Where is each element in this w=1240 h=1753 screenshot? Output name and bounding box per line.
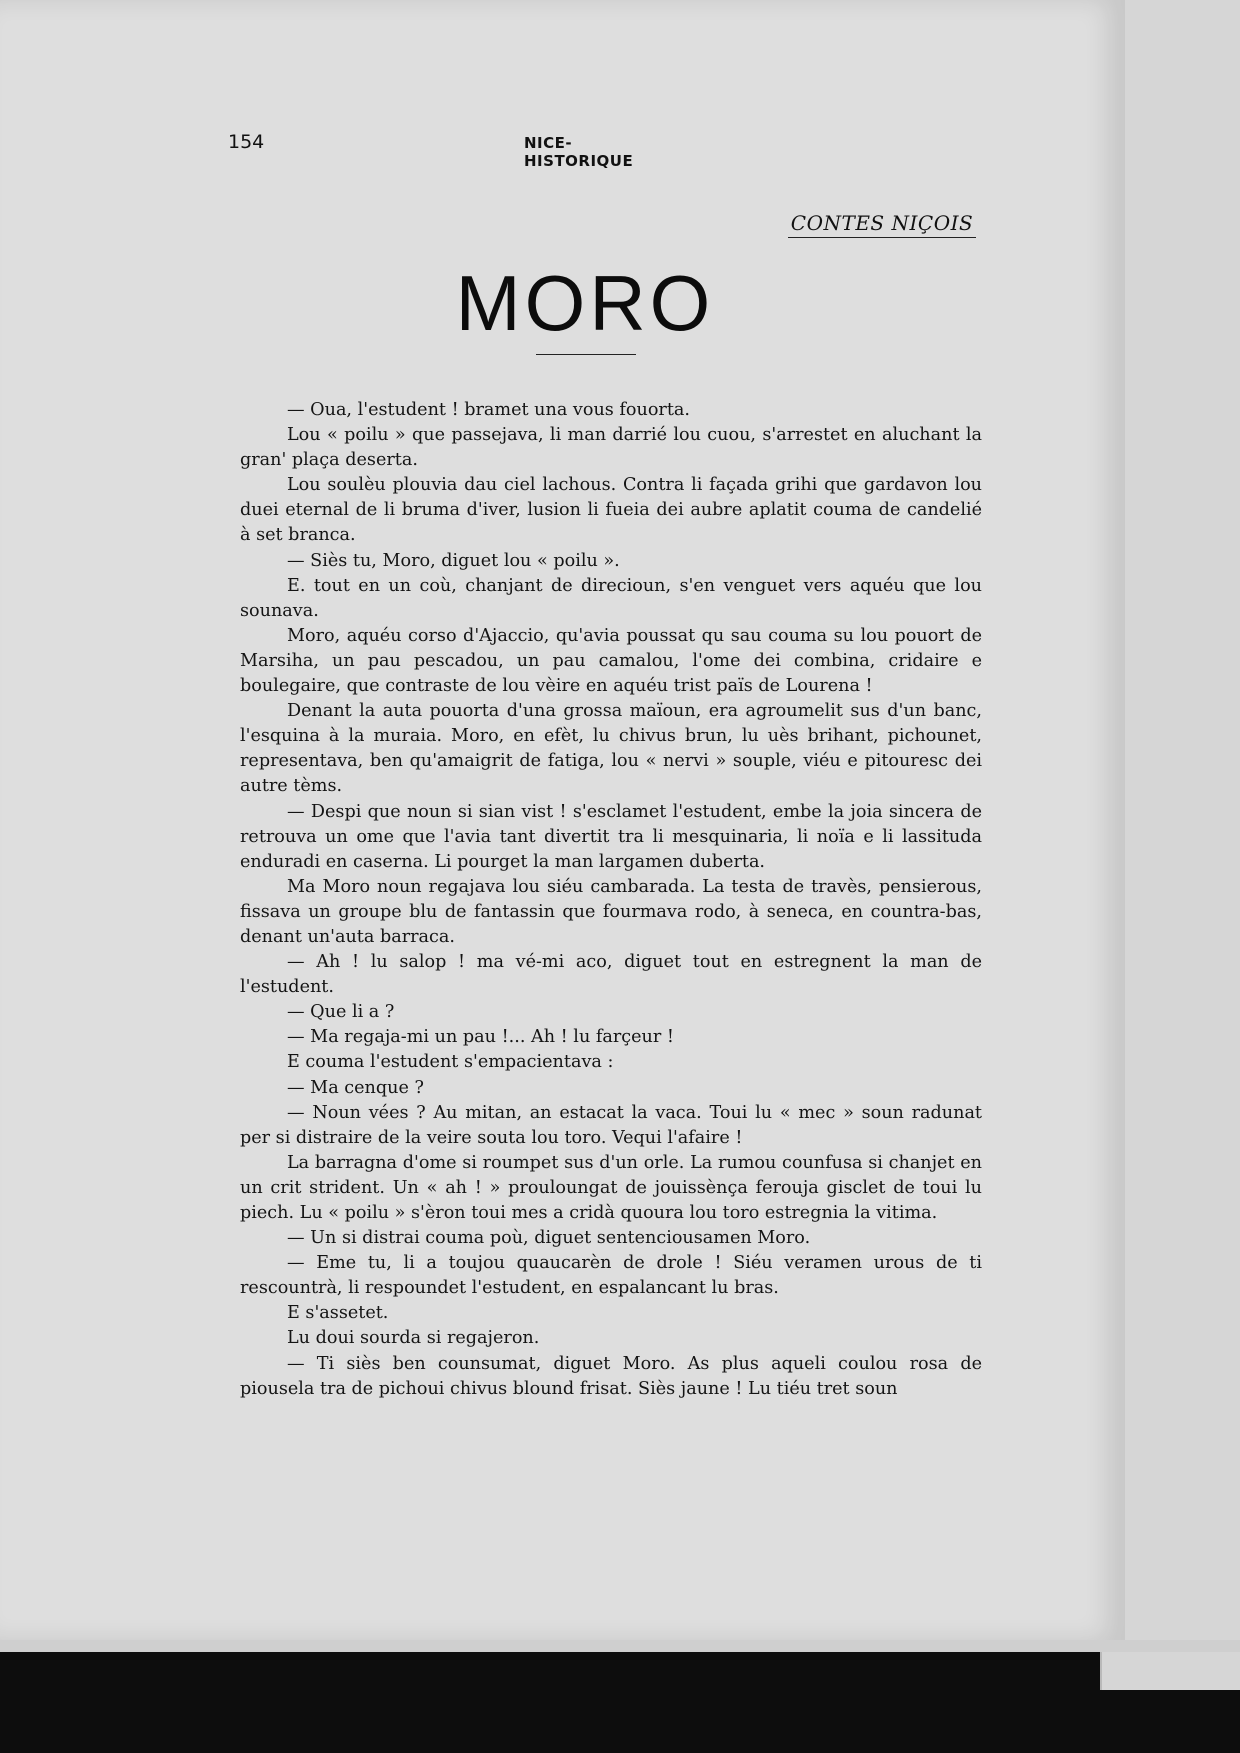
page-number: 154 xyxy=(228,131,265,153)
paragraph: — Ti siès ben counsumat, diguet Moro. As plus aqueli coulou rosa de piousela tra de pichoui chivus blound frisat. Siès jaune ! Lu tiéu tret soun xyxy=(240,1353,982,1399)
story-body xyxy=(240,398,982,1402)
paragraph: — Que li a ? xyxy=(287,1002,395,1023)
title-rule xyxy=(536,354,636,355)
paragraph: Lou soulèu plouvia dau ciel lachous. Contra li façada grihi que gardavon lou duei eternal de li bruma d'iver, lusion li fueia dei aubre aplatit couma de candelié à set branca. xyxy=(240,475,982,546)
paragraph: — Ah ! lu salop ! ma vé-mi aco, diguet tout en estregnent la man de l'estudent. xyxy=(240,952,982,998)
paragraph: — Ma regaja-mi un pau !... Ah ! lu farçeur ! xyxy=(287,1027,674,1048)
running-head: NICE-HISTORIQUE xyxy=(524,134,634,170)
paragraph: E. tout en un coù, chanjant de direcioun, s'en venguet vers aquéu que lou sounava. xyxy=(240,575,982,621)
page-header xyxy=(228,131,678,170)
paragraph: — Ma cenque ? xyxy=(287,1077,424,1098)
paragraph: Ma Moro noun regajava lou siéu cambarada. La testa de travès, pensierous, fissava un groupe blu de fantassin que fourmava rodo, à seneca, en countra-bas, denant un'auta barraca. xyxy=(240,876,982,947)
section-title: CONTES NIÇOIS xyxy=(788,211,976,238)
paragraph: — Noun vées ? Au mitan, an estacat la vaca. Toui lu « mec » soun radunat per si distraire de la veire souta lou toro. Vequi l'afaire ! xyxy=(240,1102,982,1148)
paragraph: E couma l'estudent s'empacientava : xyxy=(287,1052,614,1073)
paragraph: La barragna d'ome si roumpet sus d'un orle. La rumou counfusa si chanjet en un crit strident. Un « ah ! » prouloungat de jouissènça ferouja gisclet de toui lu piech. Lu « poilu » s'èron toui mes a cridà quoura lou toro estregnia la vitima. xyxy=(240,1152,982,1223)
paragraph: E s'assetet. xyxy=(287,1303,389,1324)
story-title: MORO xyxy=(455,259,715,347)
paragraph: — Oua, l'estudent ! bramet una vous fouorta. xyxy=(287,400,690,420)
paragraph: Lu doui sourda si regajeron. xyxy=(287,1328,540,1349)
paragraph: — Eme tu, li a toujou quaucarèn de drole ! Siéu veramen urous de ti rescountrà, li respoundet l'estudent, en espalancant lu bras. xyxy=(240,1253,982,1299)
paragraph: Lou « poilu » que passejava, li man darrié lou cuou, s'arrestet en aluchant la gran' plaça deserta. xyxy=(240,425,982,471)
paragraph: Moro, aquéu corso d'Ajaccio, qu'avia poussat qu sau couma su lou pouort de Marsiha, un pau pescadou, un pau camalou, l'ome dei combina, cridaire e boulegaire, que contraste de lou vèire en aquéu trist païs de Lourena ! xyxy=(240,625,982,697)
paragraph: Denant la auta pouorta d'una grossa maïoun, era agroumelit sus d'un banc, l'esquina à la muraia. Moro, en efèt, lu chivus brun, lu uès brihant, pichounet, representava, ben qu'amaigrit de fatiga, lou « nervi » souple, viéu e pitouresc dei autre tèms. xyxy=(240,701,982,797)
paragraph: — Despi que noun si sian vist ! s'esclamet l'estudent, embe la joia sincera de retrouva un ome que l'avia tant divertit tra li mesquinaria, li noïa e li lassituda enduradi en caserna. Li pourget la man largamen duberta. xyxy=(240,801,982,872)
paragraph: — Siès tu, Moro, diguet lou « poilu ». xyxy=(287,550,620,571)
page-bottom-edge xyxy=(0,1640,1240,1652)
paragraph: — Un si distrai couma poù, diguet sentenciousamen Moro. xyxy=(287,1228,811,1249)
